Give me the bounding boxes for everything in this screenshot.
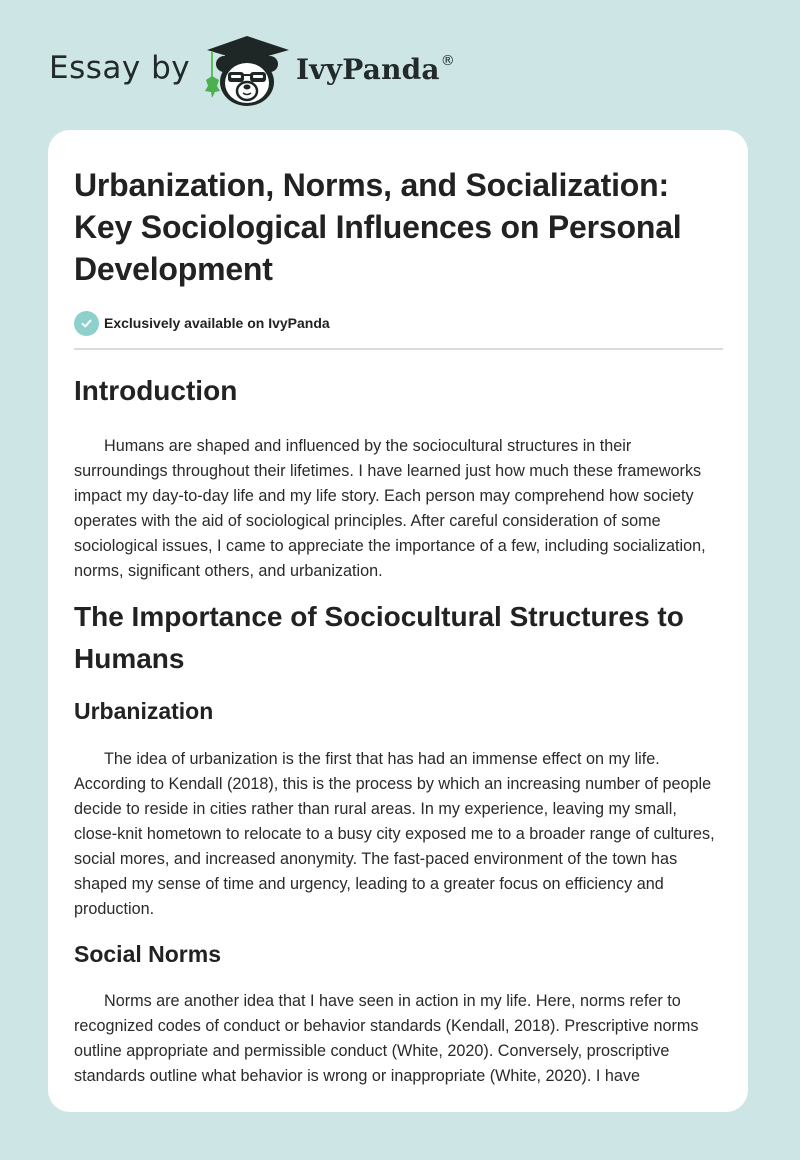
brand-text: IvyPanda — [296, 53, 440, 86]
essay-title: Urbanization, Norms, and Socialization: Key Sociological Influences on Personal Development — [74, 167, 682, 287]
subsection-heading-social-norms: Social Norms — [74, 941, 221, 967]
introduction-paragraph: Humans are shaped and influenced by the sociocultural structures in their surroundings throughout their lifetimes. I have learned just how much these frameworks impact my day-to-day life and my life story. Each person may comprehend how society operates with the aid of sociological principles. After careful consideration of some sociological issues, I came to appreciate the importance of a few, including socialization, norms, significant others, and urbanization. — [74, 437, 706, 580]
section-heading-importance: The Importance of Sociocultural Structures to Humans — [74, 601, 684, 674]
urbanization-paragraph: The idea of urbanization is the first that has had an immense effect on my life. According to Kendall (2018), this is the process by which an increasing number of people decide to reside in cities rather than rural areas. In my experience, leaving my small, close-knit hometown to relocate to a busy city exposed me to a broader range of cultures, social mores, and increased anonymity. The fast-paced environment of the town has shaped my sense of time and urgency, leading to a greater focus on efficiency and production. — [74, 750, 715, 918]
essay-card — [48, 130, 748, 1112]
brand-name[interactable] — [296, 53, 455, 86]
title-divider — [74, 348, 723, 350]
section-heading-introduction: Introduction — [74, 375, 238, 406]
check-circle-icon — [74, 311, 99, 336]
exclusive-label: Exclusively available on IvyPanda — [104, 315, 330, 331]
social-norms-paragraph: Norms are another idea that I have seen in action in my life. Here, norms refer to recognized codes of conduct or behavior standards (Kendall, 2018). Prescriptive norms outline appropriate and permissible conduct (White, 2020). Conversely, proscriptive standards outline what behavior is wrong or inappropriate (White, 2020). I have — [74, 992, 699, 1085]
exclusive-badge — [74, 310, 722, 336]
site-header — [0, 0, 800, 130]
subsection-heading-urbanization: Urbanization — [74, 698, 214, 724]
essay-by-label: Essay by — [49, 50, 191, 86]
registered-mark: ® — [440, 53, 455, 69]
ivypanda-logo-icon[interactable] — [203, 36, 291, 108]
